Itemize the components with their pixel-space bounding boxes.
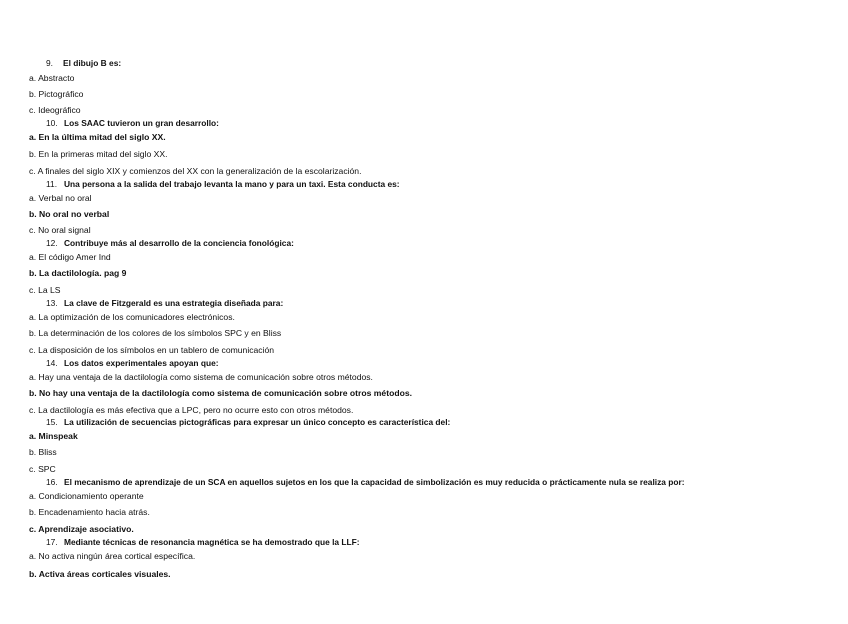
option-16c: c. Aprendizaje asociativo. (29, 524, 134, 534)
option-13c: c. La disposición de los símbolos en un tablero de comunicación (29, 345, 275, 355)
option-10a: a. En la última mitad del siglo XX. (29, 132, 166, 142)
option-11a: a. Verbal no oral (29, 193, 92, 203)
question-13 (46, 298, 283, 309)
option-12a: a. El código Amer Ind (29, 252, 111, 262)
option-13a: a. La optimización de los comunicadores electrónicos. (29, 312, 235, 322)
option-15a: a. Minspeak (29, 431, 78, 441)
question-text: La clave de Fitzgerald es una estrategia diseñada para: (64, 298, 284, 308)
question-number: 16. (46, 477, 58, 487)
question-16 (46, 477, 685, 488)
question-number: 11. (46, 179, 58, 189)
option-12b: b. La dactilología. pag 9 (29, 268, 127, 278)
option-15b: b. Bliss (29, 447, 57, 457)
option-9c: c. Ideográfico (29, 105, 81, 115)
option-11c: c. No oral signal (29, 225, 91, 235)
question-text: Los SAAC tuvieron un gran desarrollo: (64, 118, 219, 128)
option-12c: c. La LS (29, 285, 61, 295)
question-number: 13. (46, 298, 58, 308)
question-text: Los datos experimentales apoyan que: (64, 358, 219, 368)
option-15c: c. SPC (29, 464, 56, 474)
question-number: 12. (46, 238, 58, 248)
question-14 (46, 358, 219, 369)
option-16a: a. Condicionamiento operante (29, 491, 144, 501)
question-text: Contribuye más al desarrollo de la conciencia fonológica: (64, 238, 294, 248)
option-16b: b. Encadenamiento hacia atrás. (29, 507, 150, 517)
question-text: El mecanismo de aprendizaje de un SCA en aquellos sujetos en los que la capacidad de simbolización es muy reducida o prácticamente nula se realiza por: (64, 477, 685, 487)
option-17b: b. Activa áreas corticales visuales. (29, 569, 171, 579)
option-9a: a. Abstracto (29, 73, 75, 83)
question-text: La utilización de secuencias pictográficas para expresar un único concepto es característica del: (64, 417, 451, 427)
question-text: Una persona a la salida del trabajo levanta la mano y para un taxi. Esta conducta es: (64, 179, 400, 189)
question-number: 14. (46, 358, 58, 368)
option-9b: b. Pictográfico (29, 89, 84, 99)
question-number: 10. (46, 118, 58, 128)
question-15 (46, 417, 450, 428)
option-14a: a. Hay una ventaja de la dactilología como sistema de comunicación sobre otros métodos. (29, 372, 373, 382)
question-9 (46, 58, 121, 69)
option-13b: b. La determinación de los colores de los símbolos SPC y en Bliss (29, 328, 282, 338)
option-10b: b. En la primeras mitad del siglo XX. (29, 149, 168, 159)
question-text: Mediante técnicas de resonancia magnética se ha demostrado que la LLF: (64, 537, 360, 547)
option-10c: c. A finales del siglo XIX y comienzos del XX con la generalización de la escolarización. (29, 166, 362, 176)
question-number: 9. (46, 58, 53, 68)
question-12 (46, 238, 294, 249)
question-number: 15. (46, 417, 58, 427)
question-10 (46, 118, 219, 129)
option-17a: a. No activa ningún área cortical específica. (29, 551, 196, 561)
question-number: 17. (46, 537, 58, 547)
question-text: El dibujo B es: (63, 58, 122, 68)
question-11 (46, 179, 400, 190)
option-11b: b. No oral no verbal (29, 209, 110, 219)
option-14b: b. No hay una ventaja de la dactilología como sistema de comunicación sobre otros métodos. (29, 388, 412, 398)
question-17 (46, 537, 360, 548)
option-14c: c. La dactilología es más efectiva que a LPC, pero no ocurre esto con otros métodos. (29, 405, 354, 415)
